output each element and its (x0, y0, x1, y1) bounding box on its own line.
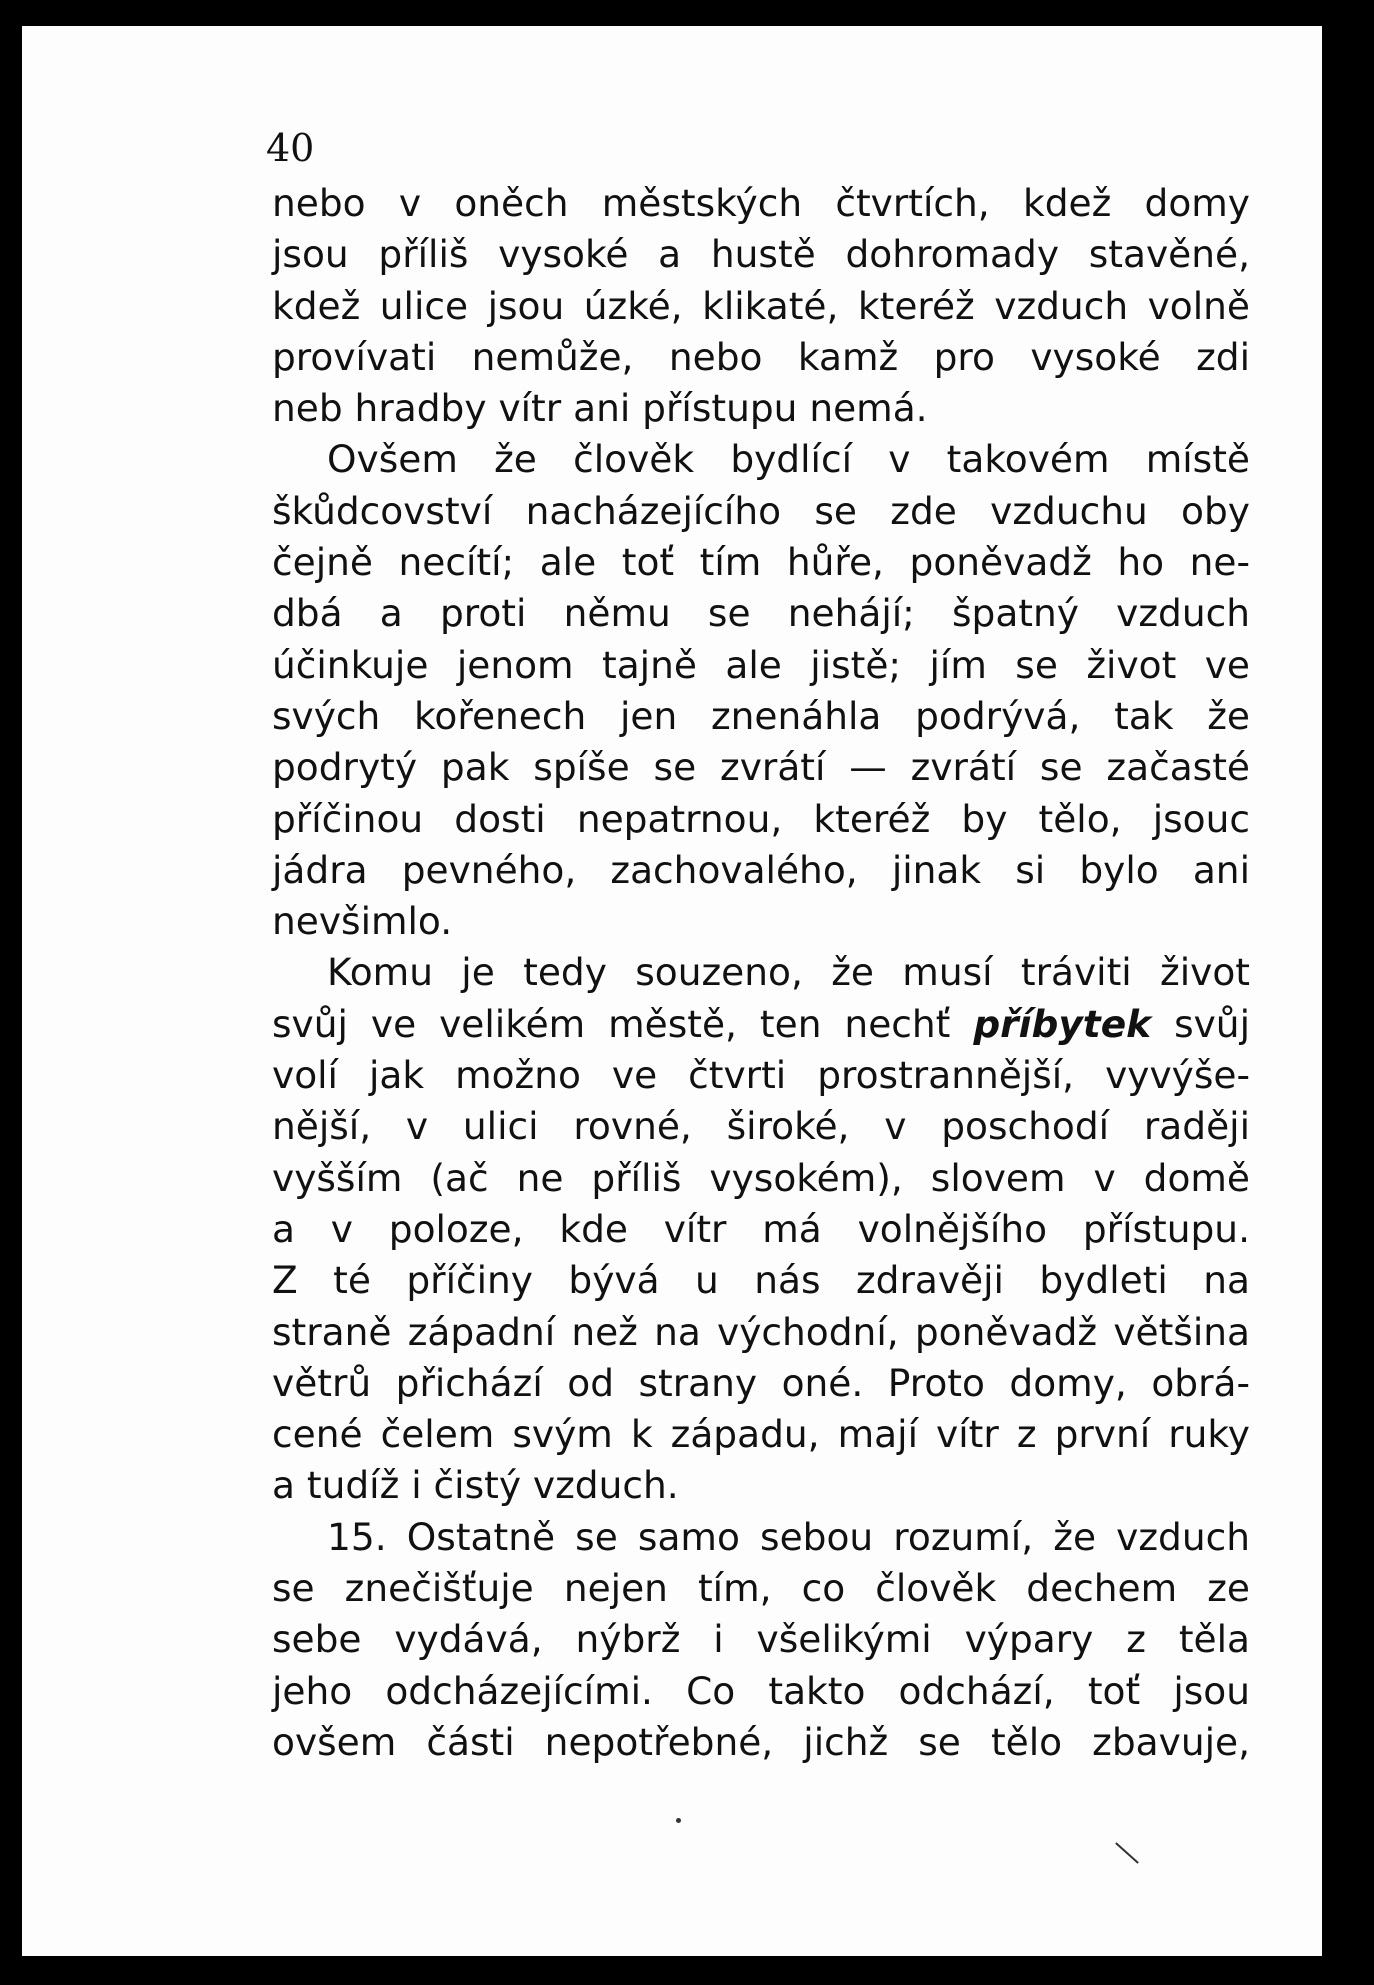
text-line: nebo v oněch městských čtvrtích, kdež domy (272, 181, 1250, 225)
text-line: straně západní než na východní, poněvadž většina (272, 1309, 1250, 1354)
text-line: čejně necítí; ale toť tím hůře, poněvadž ho ne- (272, 540, 1250, 585)
text-line: a tudíž i čistý vzduch. (272, 1463, 679, 1508)
body-text (272, 178, 1250, 1768)
text-line: 15. Ostatně se samo sebou rozumí, že vzduch (327, 1514, 1250, 1559)
text-line: ovšem části nepotřebné, jichž se tělo zbavuje, (272, 1719, 1250, 1764)
text-line: jsou příliš vysoké a hustě dohromady stavěné, (272, 232, 1250, 277)
scan-mark (1115, 1842, 1139, 1864)
text-line: nější, v ulici rovné, široké, v poschodí raději (272, 1104, 1250, 1149)
text-line: Ovšem že člověk bydlící v takovém místě (327, 437, 1250, 482)
text-line: jeho odcházejícími. Co takto odchází, toť jsou (272, 1668, 1250, 1713)
text-line: svých kořenech jen znenáhla podrývá, tak že (272, 693, 1250, 738)
text-line (272, 999, 1250, 1050)
text-fragment: svůj ve velikém městě, ten nechť (272, 1001, 974, 1046)
text-line: kdež ulice jsou úzké, klikaté, kteréž vzduch volně (272, 283, 1250, 328)
page-number: 40 (266, 126, 315, 170)
text-line: a v poloze, kde vítr má volnějšího přístupu. (272, 1206, 1250, 1251)
text-line: Komu je tedy souzeno, že musí tráviti život (327, 950, 1250, 995)
text-line: podrytý pak spíše se zvrátí — zvrátí se začasté (272, 745, 1250, 790)
text-line: cené čelem svým k západu, mají vítr z první ruky (272, 1412, 1250, 1457)
text-line: účinkuje jenom tajně ale jistě; jím se život ve (272, 642, 1250, 687)
text-fragment: svůj (1151, 1001, 1250, 1046)
text-line: jádra pevného, zachovalého, jinak si bylo ani (272, 847, 1250, 892)
text-line: příčinou dosti nepatrnou, kteréž by tělo, jsouc (272, 796, 1250, 841)
text-line: větrů přichází od strany oné. Proto domy, obrá- (272, 1360, 1250, 1405)
text-line: Z té příčiny bývá u nás zdravěji bydleti na (272, 1258, 1250, 1303)
text-line: nevšimlo. (272, 899, 453, 944)
emphasized-word: příbytek (973, 1001, 1152, 1046)
text-line: se znečišťuje nejen tím, co člověk dechem ze (272, 1566, 1250, 1611)
scan-speck (676, 1818, 681, 1823)
text-line: neb hradby vítr ani přístupu nemá. (272, 386, 928, 431)
text-line: provívati nemůže, nebo kamž pro vysoké zdi (272, 334, 1250, 379)
text-line: dbá a proti němu se nehájí; špatný vzduch (272, 591, 1250, 636)
text-line: vyšším (ač ne příliš vysokém), slovem v domě (272, 1155, 1250, 1200)
text-line: volí jak možno ve čtvrti prostrannější, vyvýše- (272, 1053, 1250, 1098)
text-line: škůdcovství nacházejícího se zde vzduchu oby (272, 488, 1250, 533)
text-line: sebe vydává, nýbrž i všelikými výpary z těla (272, 1617, 1250, 1662)
